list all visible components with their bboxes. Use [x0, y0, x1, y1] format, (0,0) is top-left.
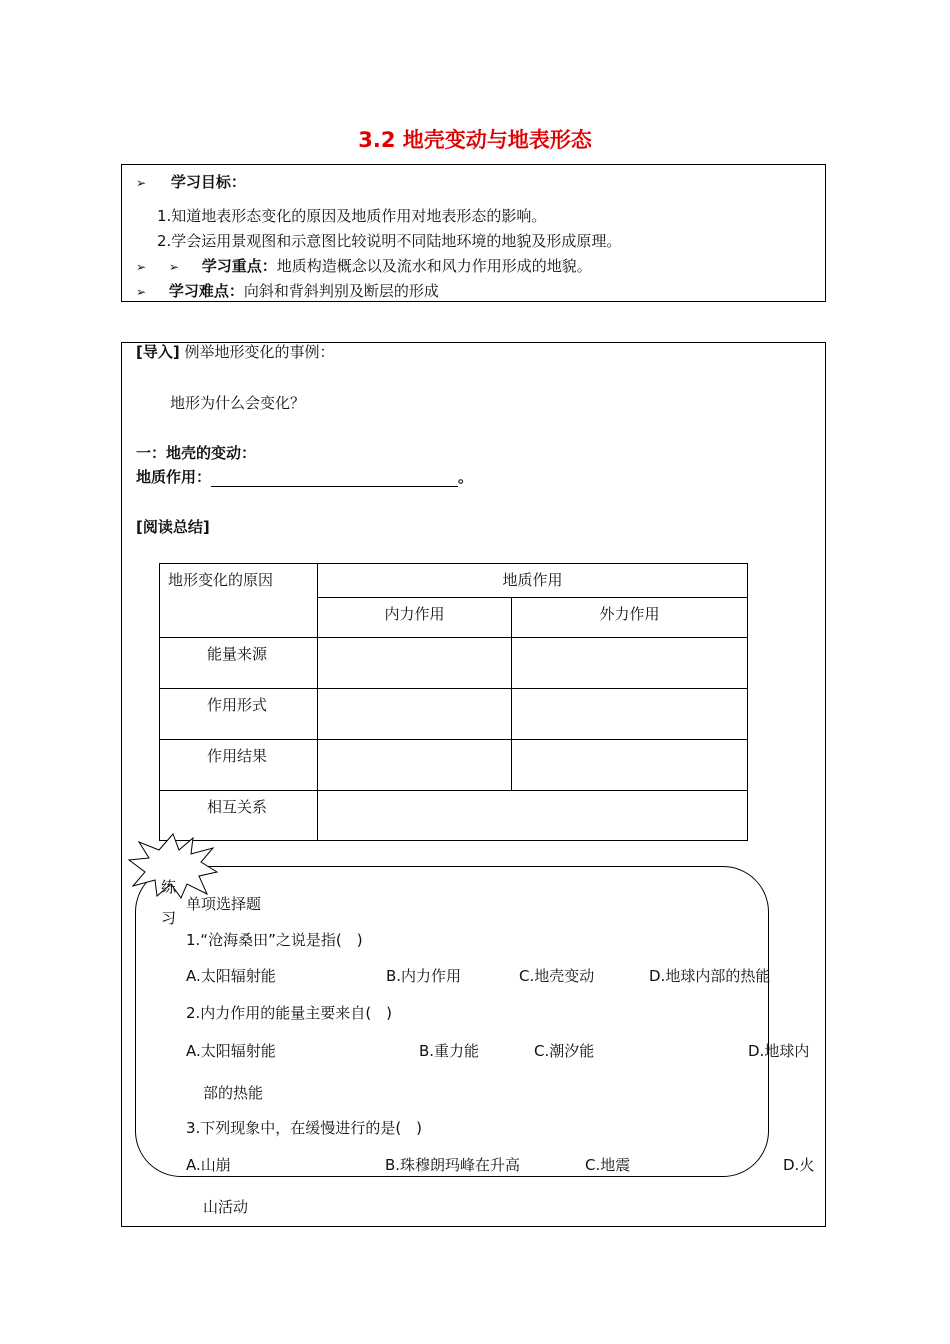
arrowhead-bullet-icon: ➢ [136, 176, 147, 190]
difficulty-label: 学习难点： [168, 282, 244, 300]
q3-option-d-continued: 山活动 [203, 1198, 249, 1216]
row-label-relation: 相互关系 [160, 791, 318, 841]
q1-option-c[interactable]: C.地壳变动 [519, 967, 595, 985]
exercise-badge-line2: 习 [161, 909, 177, 927]
geo-action-label: 地质作用： [136, 468, 212, 486]
geo-action-blank[interactable] [211, 471, 458, 487]
geo-action-end: 。 [458, 468, 474, 486]
exercise-badge-line1: 练 [161, 878, 177, 896]
q1-option-a[interactable]: A.太阳辐射能 [186, 967, 276, 985]
q2-option-c[interactable]: C.潮汐能 [534, 1042, 595, 1060]
cell-result-inner[interactable] [318, 740, 512, 791]
header-geo-cell: 地质作用 [318, 564, 748, 598]
focus-text: 地质构造概念以及流水和风力作用形成的地貌。 [276, 257, 592, 275]
header-inner-cell: 内力作用 [318, 598, 512, 638]
q3-option-d[interactable]: D.火 [783, 1156, 815, 1174]
intro-text: 例举地形变化的事例： [184, 343, 335, 361]
page-title: 3.2 地壳变动与地表形态 [358, 128, 592, 152]
exercise-type: 单项选择题 [186, 895, 262, 913]
cell-relation[interactable] [318, 791, 748, 841]
q3-option-b[interactable]: B.珠穆朗玛峰在升高 [385, 1156, 521, 1174]
arrowhead-bullet-icon: ➢ [136, 260, 147, 274]
difficulty-line [136, 280, 439, 301]
row-label-form: 作用形式 [160, 689, 318, 740]
row-label-energy: 能量来源 [160, 638, 318, 689]
objective-item-1: 1.知道地表形态变化的原因及地质作用对地表形态的影响。 [157, 207, 547, 225]
objectives-heading-line [136, 171, 246, 192]
cell-result-outer[interactable] [512, 740, 748, 791]
intro-question: 地形为什么会变化？ [170, 394, 306, 412]
objective-item-2: 2.学会运用景观图和示意图比较说明不同陆地环境的地貌及形成原理。 [157, 232, 622, 250]
q2-option-d-continued: 部的热能 [203, 1084, 264, 1102]
objectives-heading: 学习目标： [170, 173, 246, 191]
question-2: 2.内力作用的能量主要来自( ) [186, 1004, 393, 1022]
q3-option-c[interactable]: C.地震 [585, 1156, 631, 1174]
question-3: 3.下列现象中，在缓慢进行的是( ) [186, 1119, 423, 1137]
geo-action-line [136, 466, 473, 487]
cell-energy-inner[interactable] [318, 638, 512, 689]
difficulty-text: 向斜和背斜判别及断层的形成 [243, 282, 439, 300]
q3-option-a[interactable]: A.山崩 [186, 1156, 231, 1174]
cell-form-inner[interactable] [318, 689, 512, 740]
header-reason-cell: 地形变化的原因 [160, 564, 318, 638]
q1-option-b[interactable]: B.内力作用 [386, 967, 462, 985]
q2-option-b[interactable]: B.重力能 [419, 1042, 480, 1060]
cell-form-outer[interactable] [512, 689, 748, 740]
cell-energy-outer[interactable] [512, 638, 748, 689]
reading-summary-heading: [阅读总结] [136, 518, 210, 536]
summary-table [159, 563, 748, 841]
q1-option-d[interactable]: D.地球内部的热能 [649, 967, 771, 985]
arrowhead-bullet-icon: ➢ [136, 285, 147, 299]
row-label-result: 作用结果 [160, 740, 318, 791]
focus-line [136, 255, 592, 276]
focus-label: 学习重点： [201, 257, 277, 275]
header-outer-cell: 外力作用 [512, 598, 748, 638]
q2-option-d[interactable]: D.地球内 [748, 1042, 810, 1060]
intro-label: [导入] [136, 343, 180, 361]
question-1: 1.“沧海桑田”之说是指( ) [186, 931, 363, 949]
q2-option-a[interactable]: A.太阳辐射能 [186, 1042, 276, 1060]
objectives-box [121, 164, 826, 302]
intro-line [136, 341, 335, 362]
section1-heading: 一：地壳的变动： [136, 444, 257, 462]
arrowhead-bullet-icon: ➢ [168, 260, 179, 274]
